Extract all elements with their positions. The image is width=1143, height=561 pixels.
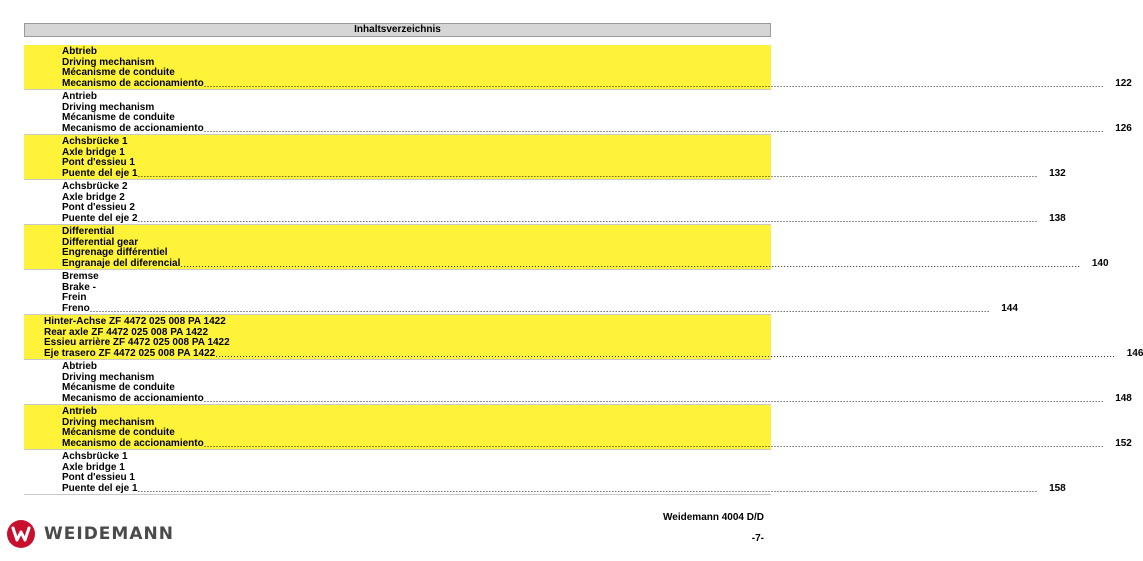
toc-entry-last-line <box>62 437 1132 450</box>
toc-entry-last-line <box>62 212 1066 225</box>
toc-entry-title-line: Achsbrücke 1 <box>62 136 128 147</box>
toc-entry-title-line: Eje trasero ZF 4472 025 008 PA 1422 <box>44 347 216 359</box>
toc-entry-title-line: Mécanisme de conduite <box>62 427 175 438</box>
toc-page-number: 158 <box>1049 482 1066 494</box>
brand-name: WEIDEMANN <box>44 524 174 544</box>
dot-leader: ............................................................................................................................................................................................................................................................................................................ <box>180 259 1081 269</box>
toc-entry[interactable] <box>24 90 1132 135</box>
toc-entry-title-line: Achsbrücke 2 <box>62 181 128 192</box>
toc-page-number: 144 <box>1001 302 1018 314</box>
toc-page-number: 138 <box>1049 212 1066 224</box>
dot-leader: ............................................................................................................................................................................................................................................................................................................ <box>203 439 1104 449</box>
toc-entry-title-line: Puente del eje 1 <box>62 167 138 179</box>
toc-entry-title-line: Mécanisme de conduite <box>62 112 175 123</box>
dot-leader: ............................................................................................................................................................................................................................................................................................................ <box>137 214 1038 224</box>
toc-entry-last-line <box>62 122 1132 135</box>
dot-leader: ............................................................................................................................................................................................................................................................................................................ <box>137 169 1038 179</box>
toc-entry-title-line: Frein <box>62 292 87 303</box>
toc-entry[interactable] <box>24 180 1066 225</box>
toc-entry-title-line: Axle bridge 1 <box>62 461 125 473</box>
dot-leader: ............................................................................................................................................................................................................................................................................................................ <box>137 484 1038 494</box>
toc-entry-title-line: Mécanisme de conduite <box>62 67 175 78</box>
toc-entry-title-line: Bremse <box>62 271 99 282</box>
toc-entry-title-line: Engrenage différentiel <box>62 247 168 258</box>
toc-entry-title-line: Mecanismo de accionamiento <box>62 122 204 134</box>
toc-entry-last-line <box>44 347 1143 360</box>
toc-page-number: 148 <box>1115 392 1132 404</box>
toc-entry-title-line: Mecanismo de accionamiento <box>62 77 204 89</box>
weidemann-logo-icon <box>6 519 36 549</box>
model-name: Weidemann 4004 D/D <box>663 512 764 523</box>
toc-entry[interactable] <box>24 135 1066 180</box>
toc-entry-title-line: Driving mechanism <box>62 56 155 68</box>
toc-entry-title-line: Driving mechanism <box>62 101 155 113</box>
toc-page-number: 126 <box>1115 122 1132 134</box>
toc-entry-title-line: Abtrieb <box>62 361 97 372</box>
toc-entry[interactable] <box>24 270 1018 315</box>
toc-entry-title-line: Antrieb <box>62 406 97 417</box>
toc-entry-title-line: Driving mechanism <box>62 371 155 383</box>
toc-header <box>24 23 771 37</box>
toc-entry[interactable] <box>24 405 1132 450</box>
toc-entry-lines <box>62 271 1018 314</box>
toc-entry-lines <box>62 406 1132 449</box>
toc-entry-last-line <box>62 392 1132 405</box>
dot-leader: ............................................................................................................................................................................................................................................................................................................ <box>215 349 1116 359</box>
toc-entry-last-line <box>62 482 1066 495</box>
toc-entry-title-line: Pont d'essieu 1 <box>62 157 135 168</box>
toc-entry[interactable] <box>24 315 1143 360</box>
toc-entry-lines <box>62 136 1066 179</box>
toc-entry-lines <box>44 316 1143 359</box>
toc-entry-title-line: Axle bridge 2 <box>62 191 125 203</box>
toc-header-title: Inhaltsverzeichnis <box>354 24 441 35</box>
brand-logo <box>6 519 174 549</box>
dot-leader: ............................................................................................................................................................................................................................................................................................................ <box>203 124 1104 134</box>
toc-entry-title-line: Mecanismo de accionamiento <box>62 392 204 404</box>
toc-entry-title-line: Axle bridge 1 <box>62 146 125 158</box>
toc-entry-title-line: Brake - <box>62 281 96 293</box>
toc-entry-title-line: Driving mechanism <box>62 416 155 428</box>
toc-entry[interactable] <box>24 45 1132 90</box>
toc-entry[interactable] <box>24 450 1066 495</box>
toc-entry-lines <box>62 91 1132 134</box>
toc-entry-title-line: Mecanismo de accionamiento <box>62 437 204 449</box>
toc-entry-title-line: Engranaje del diferencial <box>62 257 181 269</box>
toc-entry-lines <box>62 451 1066 494</box>
toc-entry-title-line: Mécanisme de conduite <box>62 382 175 393</box>
toc-entry-title-line: Abtrieb <box>62 46 97 57</box>
toc-entry-title-line: Antrieb <box>62 91 97 102</box>
toc-page-number: 152 <box>1115 437 1132 449</box>
toc-page-number: 122 <box>1115 77 1132 89</box>
toc-entry-title-line: Hinter-Achse ZF 4472 025 008 PA 1422 <box>44 316 226 327</box>
toc-entry-title-line: Achsbrücke 1 <box>62 451 128 462</box>
toc-entry-last-line <box>62 257 1109 270</box>
toc-entry-title-line: Differential gear <box>62 236 139 248</box>
toc-entry-lines <box>62 226 1109 269</box>
toc-entry-title-line: Pont d'essieu 2 <box>62 202 135 213</box>
toc-entry-title-line: Differential <box>62 226 115 237</box>
toc-list <box>24 45 1143 495</box>
toc-entry-last-line <box>62 302 1018 315</box>
toc-entry[interactable] <box>24 225 1109 270</box>
toc-entry-lines <box>62 46 1132 89</box>
toc-entry[interactable] <box>24 360 1132 405</box>
toc-entry-lines <box>62 361 1132 404</box>
toc-page-number: 132 <box>1049 167 1066 179</box>
toc-entry-last-line <box>62 167 1066 180</box>
toc-entry-last-line <box>62 77 1132 90</box>
toc-entry-title-line: Rear axle ZF 4472 025 008 PA 1422 <box>44 326 209 338</box>
dot-leader: ............................................................................................................................................................................................................................................................................................................ <box>89 304 990 314</box>
toc-entry-title-line: Pont d'essieu 1 <box>62 472 135 483</box>
toc-entry-title-line: Puente del eje 2 <box>62 212 138 224</box>
toc-entry-lines <box>62 181 1066 224</box>
toc-page-number: 140 <box>1091 257 1109 269</box>
dot-leader: ............................................................................................................................................................................................................................................................................................................ <box>203 394 1104 404</box>
toc-entry-title-line: Freno <box>62 302 90 314</box>
toc-page-number: 146 <box>1126 347 1143 359</box>
page-number: -7- <box>751 533 764 544</box>
toc-entry-title-line: Puente del eje 1 <box>62 482 138 494</box>
toc-entry-title-line: Essieu arrière ZF 4472 025 008 PA 1422 <box>44 337 230 348</box>
dot-leader: ............................................................................................................................................................................................................................................................................................................ <box>203 79 1104 89</box>
